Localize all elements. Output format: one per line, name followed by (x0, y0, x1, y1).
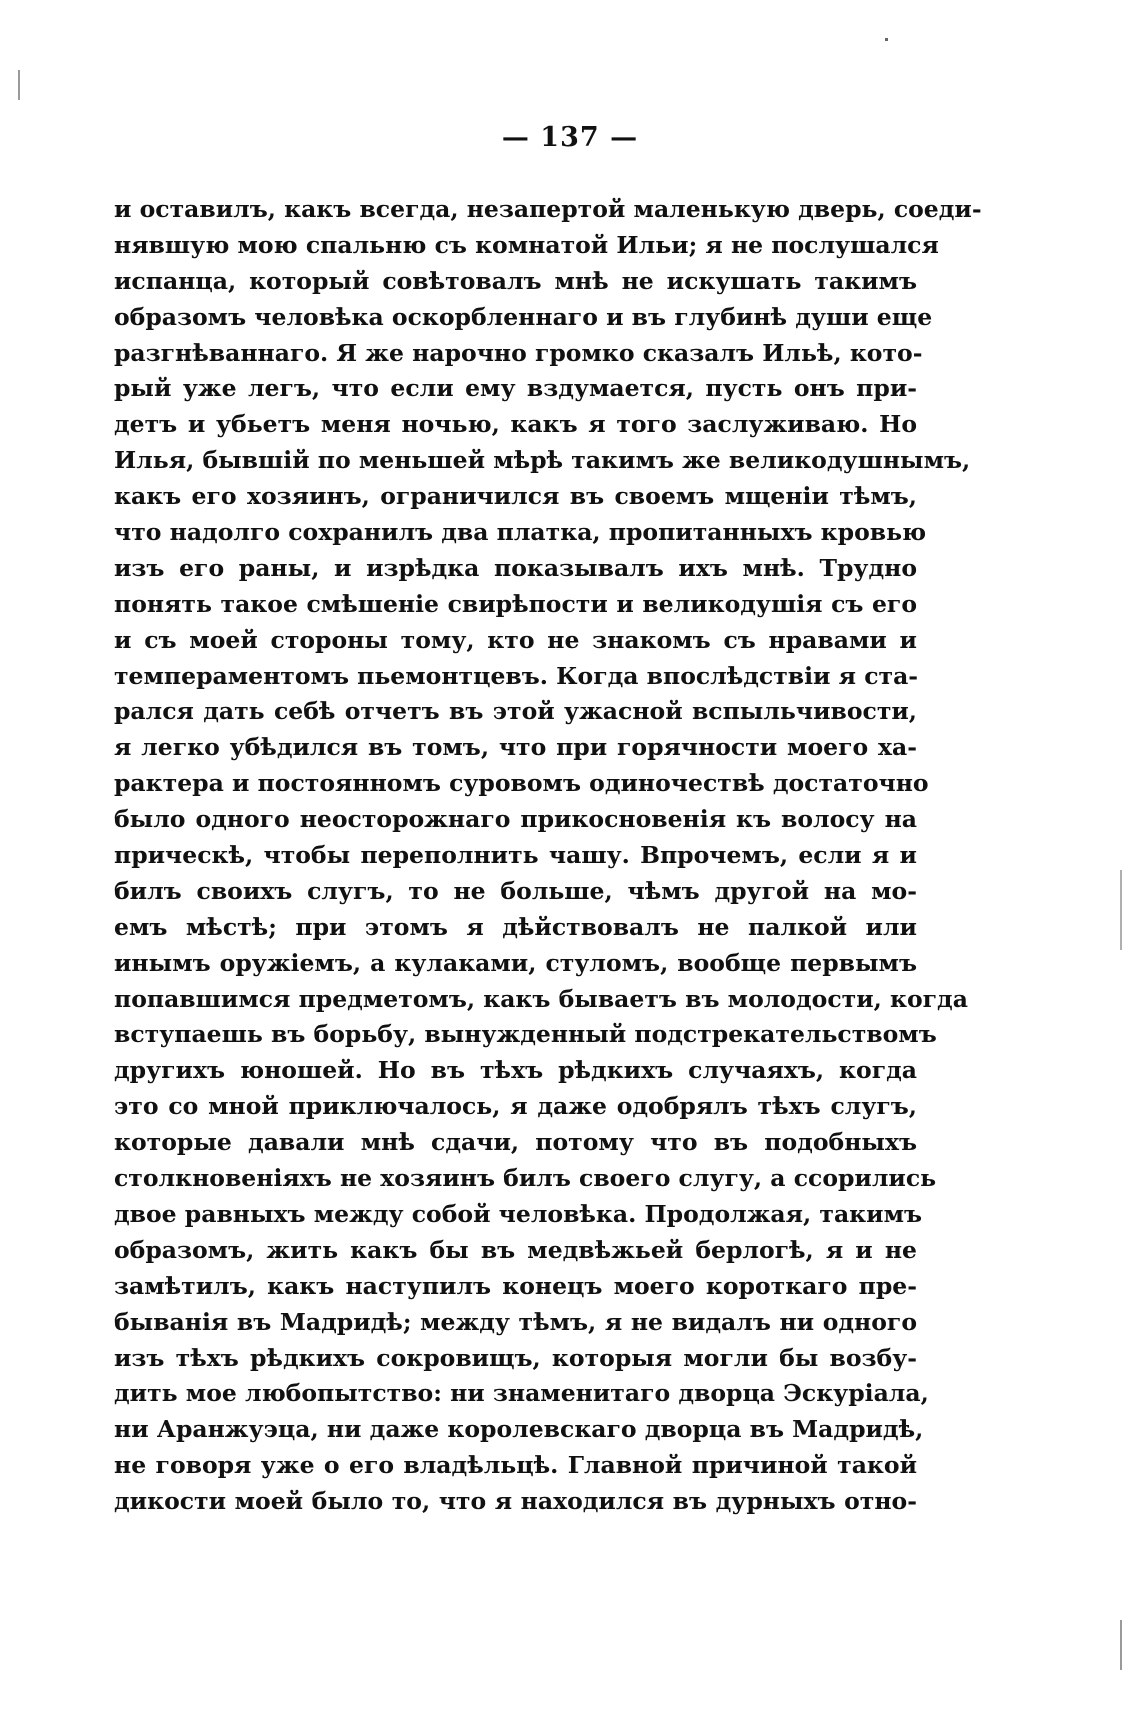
text-line: прическѣ, чтобы переполнить чашу. Впрочемъ, если я и (114, 841, 917, 870)
text-line: какъ его хозяинъ, ограничился въ своемъ мщеніи тѣмъ, (114, 482, 917, 511)
text-line: другихъ юношей. Но въ тѣхъ рѣдкихъ случаяхъ, когда (114, 1056, 917, 1085)
text-line: я легко убѣдился въ томъ, что при горячности моего ха- (114, 733, 917, 762)
text-line: нявшую мою спальню съ комнатой Ильи; я не послушался (114, 230, 939, 259)
text-line: и съ моей стороны тому, кто не знакомъ съ нравами и (114, 625, 917, 654)
text-line: рый уже легъ, что если ему вздумается, пусть онъ при- (114, 374, 917, 403)
scan-edge-mark (18, 70, 20, 100)
text-line: двое равныхъ между собой человѣка. Продолжая, такимъ (114, 1199, 923, 1228)
text-line: ни Аранжуэца, ни даже королевскаго дворца въ Мадридѣ, (114, 1415, 924, 1444)
text-line: емъ мѣстѣ; при этомъ я дѣйствовалъ не палкой или (114, 912, 917, 941)
text-line: испанца, который совѣтовалъ мнѣ не искушать такимъ (114, 266, 917, 295)
text-line: не говоря уже о его владѣльцѣ. Главной причиной такой (114, 1451, 917, 1480)
text-line: образомъ, жить какъ бы въ медвѣжьей берлогѣ, я и не (114, 1235, 917, 1264)
text-line: билъ своихъ слугъ, то не больше, чѣмъ другой на мо- (114, 876, 917, 905)
text-line: разгнѣваннаго. Я же нарочно громко сказалъ Ильѣ, кото- (114, 338, 923, 367)
text-line: детъ и убьетъ меня ночью, какъ я того заслуживаю. Но (114, 410, 917, 439)
text-line: рактера и постоянномъ суровомъ одиночествѣ достаточно (114, 769, 929, 798)
text-line: изъ тѣхъ рѣдкихъ сокровищъ, которыя могли бы возбу- (114, 1343, 917, 1372)
body-text (114, 192, 982, 1520)
text-line: попавшимся предметомъ, какъ бываетъ въ молодости, когда (114, 984, 968, 1013)
scan-edge-mark (1120, 1620, 1122, 1670)
text-line: быванія въ Мадридѣ; между тѣмъ, я не видалъ ни одного (114, 1307, 917, 1336)
text-line: Илья, бывшій по меньшей мѣрѣ такимъ же великодушнымъ, (114, 446, 971, 475)
text-line: и оставилъ, какъ всегда, незапертой маленькую дверь, соеди- (114, 195, 982, 223)
text-line: понять такое смѣшеніе свирѣпости и великодушія съ его (114, 589, 917, 618)
text-line: замѣтилъ, какъ наступилъ конецъ моего короткаго пре- (114, 1271, 917, 1300)
text-line: рался дать себѣ отчетъ въ этой ужасной вспыльчивости, (114, 697, 917, 726)
text-line: которые давали мнѣ сдачи, потому что въ подобныхъ (114, 1128, 917, 1157)
text-line: столкновеніяхъ не хозяинъ билъ своего слугу, а ссорились (114, 1164, 937, 1193)
text-line: образомъ человѣка оскорбленнаго и въ глубинѣ души еще (114, 302, 933, 331)
text-line: было одного неосторожнаго прикосновенія къ волосу на (114, 805, 917, 834)
text-line: изъ его раны, и изрѣдка показывалъ ихъ мнѣ. Трудно (114, 553, 917, 582)
text-line: инымъ оружіемъ, а кулаками, стуломъ, вообще первымъ (114, 948, 917, 977)
text-line: это со мной приключалось, я даже одобрялъ тѣхъ слугъ, (114, 1092, 917, 1121)
text-line: вступаешь въ борьбу, вынужденный подстрекательствомъ (114, 1020, 937, 1049)
text-line: темпераментомъ пьемонтцевъ. Когда впослѣдствіи я ста- (114, 661, 919, 690)
page-number: — 137 — (501, 122, 639, 153)
text-line: дить мое любопытство: ни знаменитаго дворца Эскуріала, (114, 1379, 929, 1408)
scan-edge-mark (1120, 870, 1122, 950)
scan-speck (885, 38, 888, 41)
text-line: что надолго сохранилъ два платка, пропитанныхъ кровью (114, 518, 927, 547)
text-line: дикости моей было то, что я находился въ дурныхъ отно- (114, 1487, 917, 1516)
